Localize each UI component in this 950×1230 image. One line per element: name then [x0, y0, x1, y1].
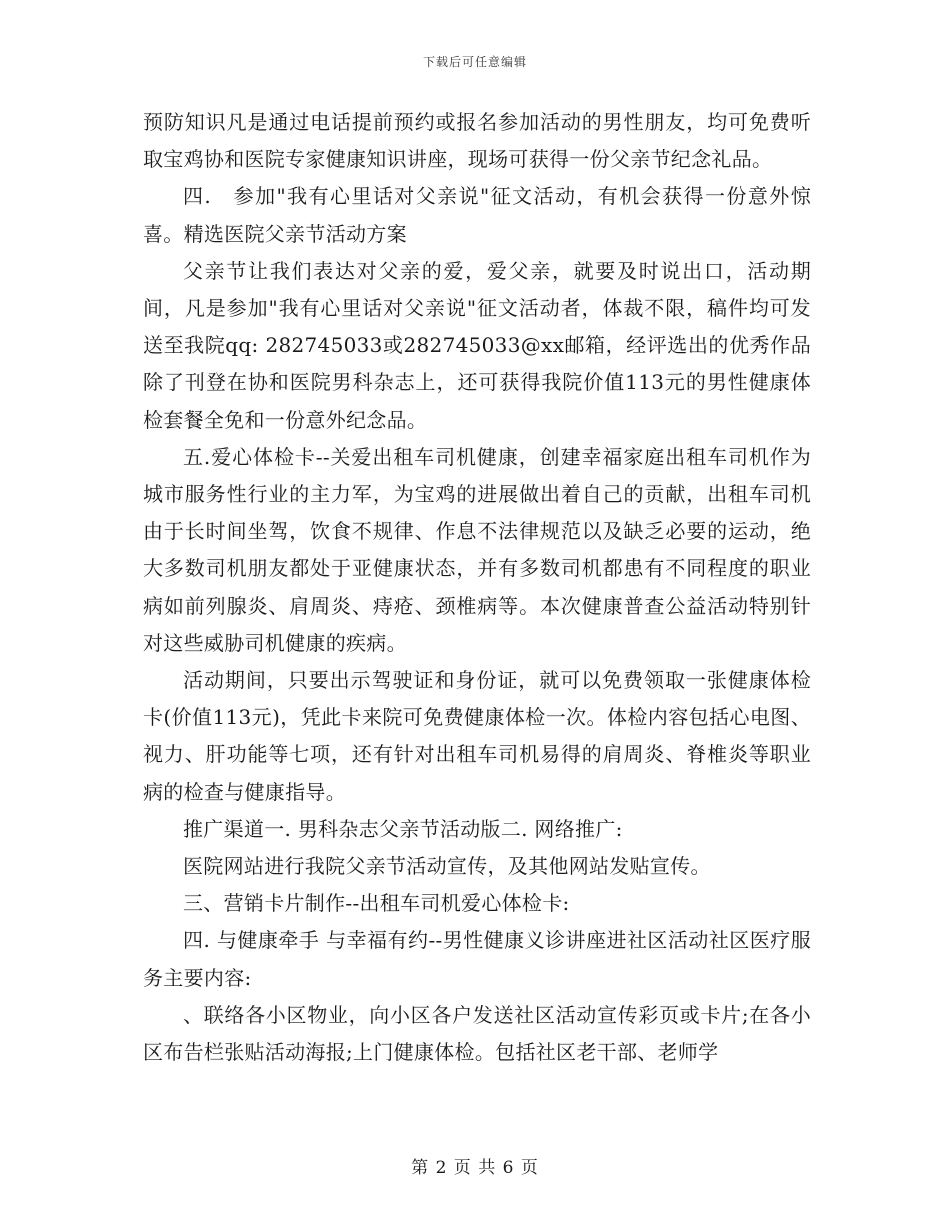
paragraph-4: 五.爱心体检卡--关爱出租车司机健康，创建幸福家庭出租车司机作为城市服务性行业的主力军，为宝鸡的进展做出着自己的贡献，出租车司机由于长时间坐驾，饮食不规律、作息不法律规范以及缺乏必要的运动，绝大多数司机朋友都处于亚健康状态，并有多数司机都患有不同程度的职业病如前列腺炎、肩周炎、痔疮、颈椎病等。本次健康普查公益活动特别针对这些威胁司机健康的疾病。 [143, 444, 811, 655]
paragraph-10: 、联络各小区物业，向小区各户发送社区活动宣传彩页或卡片;在各小区布告栏张贴活动海报;上门健康体检。包括社区老干部、老师学 [143, 1002, 811, 1065]
paragraph-6: 推广渠道一. 男科杂志父亲节活动版二. 网络推广: [183, 816, 623, 841]
paragraph-3: 父亲节让我们表达对父亲的爱，爱父亲，就要及时说出口，活动期间，凡是参加"我有心里话对父亲说"征文活动者，体裁不限，稿件均可发送至我院qq: 282745033或282745033@xx邮箱，经评选出的优秀作品除了刊登在协和医院男科杂志上，还可获得我院价值113元的男性健康体检套餐全免和一份意外纪念品。 [143, 258, 811, 432]
page-number-footer: 第 2 页 共 6 页 [411, 1158, 539, 1178]
paragraph-1: 预防知识凡是通过电话提前预约或报名参加活动的男性朋友，均可免费听取宝鸡协和医院专家健康知识讲座，现场可获得一份父亲节纪念礼品。 [143, 110, 811, 172]
paragraph-8: 三、营销卡片制作--出租车司机爱心体检卡: [183, 891, 570, 916]
page-header-note: 下载后可任意编辑 [422, 55, 527, 69]
paragraph-2: 四. 参加"我有心里话对父亲说"征文活动，有机会获得一份意外惊喜。精选医院父亲节活动方案 [143, 184, 811, 246]
document-body [143, 104, 811, 1071]
paragraph-9: 四. 与健康牵手 与幸福有约--男性健康义诊讲座进社区活动社区医疗服务主要内容: [143, 928, 811, 990]
paragraph-5: 活动期间，只要出示驾驶证和身份证，就可以免费领取一张健康体检卡(价值113元)，凭此卡来院可免费健康体检一次。体检内容包括心电图、视力、肝功能等七项，还有针对出租车司机易得的肩周炎、脊椎炎等职业病的检查与健康指导。 [143, 668, 811, 804]
paragraph-7: 医院网站进行我院父亲节活动宣传，及其他网站发贴宣传。 [183, 854, 711, 879]
